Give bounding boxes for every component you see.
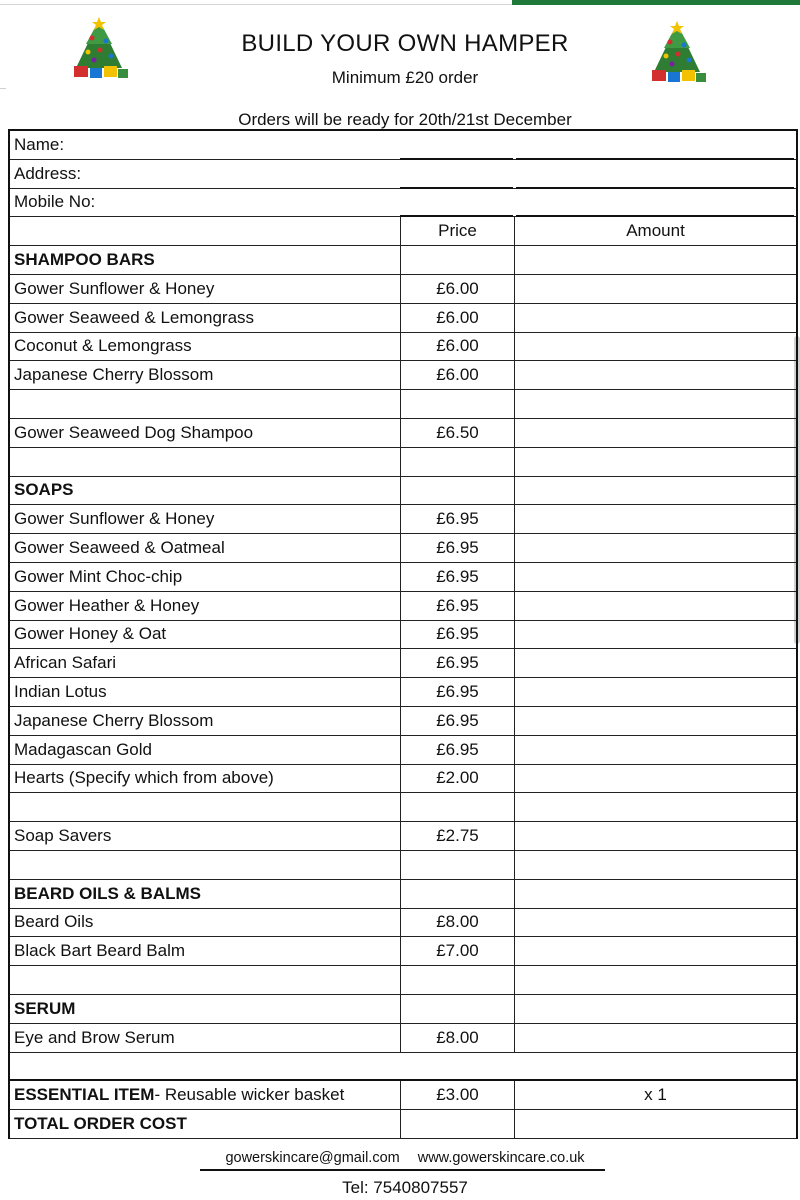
product-name: Beard Oils — [14, 912, 94, 932]
section-heading: SOAPS — [14, 480, 74, 500]
product-row — [10, 534, 796, 563]
product-price: £6.00 — [400, 333, 514, 361]
amount-cell[interactable] — [514, 678, 796, 706]
product-name: Hearts (Specify which from above) — [14, 768, 274, 788]
amount-cell[interactable] — [514, 419, 796, 447]
section-heading: BEARD OILS & BALMS — [14, 883, 201, 903]
product-price: £6.50 — [400, 419, 514, 447]
total-amount-cell[interactable] — [514, 1110, 796, 1138]
amount-cell[interactable] — [514, 649, 796, 677]
product-row — [10, 333, 796, 362]
product-name: African Safari — [14, 653, 117, 673]
product-row — [10, 592, 796, 621]
essential-item-title: ESSENTIAL ITEM — [14, 1085, 155, 1105]
product-price: £6.00 — [400, 304, 514, 332]
address-label: Address: — [14, 163, 82, 183]
product-name: Soap Savers — [14, 826, 112, 846]
section-heading-row — [10, 477, 796, 506]
address-row — [10, 160, 796, 189]
product-row — [10, 678, 796, 707]
product-row — [10, 649, 796, 678]
essential-item-price: £3.00 — [400, 1081, 514, 1109]
product-row — [10, 505, 796, 534]
essential-item-row — [10, 1081, 796, 1110]
section-heading-row — [10, 880, 796, 909]
name-row — [10, 131, 796, 160]
product-row — [10, 275, 796, 304]
section-heading: SHAMPOO BARS — [14, 250, 155, 270]
product-price: £7.00 — [400, 937, 514, 965]
total-label: TOTAL ORDER COST — [14, 1113, 187, 1133]
amount-cell[interactable] — [514, 707, 796, 735]
product-row — [10, 909, 796, 938]
product-row — [10, 765, 796, 794]
product-price: £6.00 — [400, 275, 514, 303]
product-price: £6.95 — [400, 563, 514, 591]
email-link[interactable]: gowerskincare@gmail.com — [225, 1150, 400, 1166]
footer-underline — [200, 1169, 605, 1171]
website-link[interactable]: www.gowerskincare.co.uk — [417, 1150, 585, 1166]
total-row — [10, 1110, 796, 1139]
product-price: £6.95 — [400, 621, 514, 649]
product-price: £6.95 — [400, 707, 514, 735]
essential-item-label — [10, 1081, 400, 1109]
price-column-header: Price — [400, 217, 514, 245]
name-label: Name: — [14, 134, 65, 154]
product-price: £2.00 — [400, 765, 514, 793]
mobile-label: Mobile No: — [14, 192, 96, 212]
product-price: £6.95 — [400, 505, 514, 533]
page-title: BUILD YOUR OWN HAMPER — [241, 30, 569, 57]
product-price: £6.95 — [400, 649, 514, 677]
column-header-row — [10, 217, 796, 246]
product-row — [10, 304, 796, 333]
product-price: £8.00 — [400, 1024, 514, 1052]
amount-cell[interactable] — [514, 361, 796, 389]
essential-item-note: - Reusable wicker basket — [154, 1085, 345, 1105]
amount-cell[interactable] — [514, 592, 796, 620]
sheet-gridline — [0, 4, 512, 5]
product-name: Coconut & Lemongrass — [14, 336, 192, 356]
product-name: Gower Seaweed Dog Shampoo — [14, 422, 254, 442]
product-price: £6.00 — [400, 361, 514, 389]
product-name: Japanese Cherry Blossom — [14, 710, 214, 730]
minimum-order-note: Minimum £20 order — [331, 68, 479, 87]
product-name: Gower Sunflower & Honey — [14, 278, 215, 298]
product-name: Indian Lotus — [14, 682, 107, 702]
product-name: Gower Mint Choc-chip — [14, 566, 183, 586]
empty-row — [10, 966, 796, 995]
amount-cell[interactable] — [514, 736, 796, 764]
empty-row — [10, 851, 796, 880]
product-name: Gower Heather & Honey — [14, 595, 200, 615]
section-heading: SERUM — [14, 998, 76, 1018]
sheet-gridline — [0, 88, 6, 89]
amount-cell[interactable] — [514, 822, 796, 850]
product-row — [10, 822, 796, 851]
amount-cell[interactable] — [514, 304, 796, 332]
essential-item-amount[interactable]: x 1 — [514, 1081, 796, 1109]
amount-cell[interactable] — [514, 563, 796, 591]
sheet-selection-bar — [512, 0, 800, 5]
empty-row — [10, 448, 796, 477]
product-row — [10, 419, 796, 448]
empty-row — [10, 1053, 796, 1082]
amount-column-header: Amount — [514, 217, 796, 245]
amount-cell[interactable] — [514, 505, 796, 533]
product-row — [10, 563, 796, 592]
product-price: £6.95 — [400, 592, 514, 620]
product-row — [10, 1024, 796, 1053]
product-price: £2.75 — [400, 822, 514, 850]
product-name: Japanese Cherry Blossom — [14, 365, 214, 385]
amount-cell[interactable] — [514, 909, 796, 937]
product-name: Madagascan Gold — [14, 739, 152, 759]
product-name: Gower Sunflower & Honey — [14, 509, 215, 529]
section-heading-row — [10, 995, 796, 1024]
mobile-row — [10, 189, 796, 218]
product-row — [10, 361, 796, 390]
product-row — [10, 621, 796, 650]
product-price: £8.00 — [400, 909, 514, 937]
product-price: £6.95 — [400, 534, 514, 562]
empty-row — [10, 793, 796, 822]
ready-date-note: Orders will be ready for 20th/21st December — [238, 110, 572, 129]
telephone-number: Tel: 7540807557 — [342, 1178, 468, 1197]
product-row — [10, 707, 796, 736]
amount-cell[interactable] — [514, 937, 796, 965]
amount-cell[interactable] — [514, 534, 796, 562]
product-name: Black Bart Beard Balm — [14, 941, 186, 961]
product-price: £6.95 — [400, 678, 514, 706]
product-name: Eye and Brow Serum — [14, 1027, 175, 1047]
product-row — [10, 937, 796, 966]
product-name: Gower Seaweed & Lemongrass — [14, 307, 255, 327]
footer-contact-links — [0, 1150, 800, 1166]
amount-cell[interactable] — [514, 275, 796, 303]
product-name: Gower Seaweed & Oatmeal — [14, 538, 225, 558]
amount-cell[interactable] — [514, 765, 796, 793]
product-name: Gower Honey & Oat — [14, 624, 167, 644]
product-row — [10, 736, 796, 765]
empty-row — [10, 390, 796, 419]
amount-cell[interactable] — [514, 333, 796, 361]
amount-cell[interactable] — [514, 621, 796, 649]
product-price: £6.95 — [400, 736, 514, 764]
section-heading-row — [10, 246, 796, 275]
order-form-table — [8, 129, 798, 1139]
amount-cell[interactable] — [514, 1024, 796, 1052]
